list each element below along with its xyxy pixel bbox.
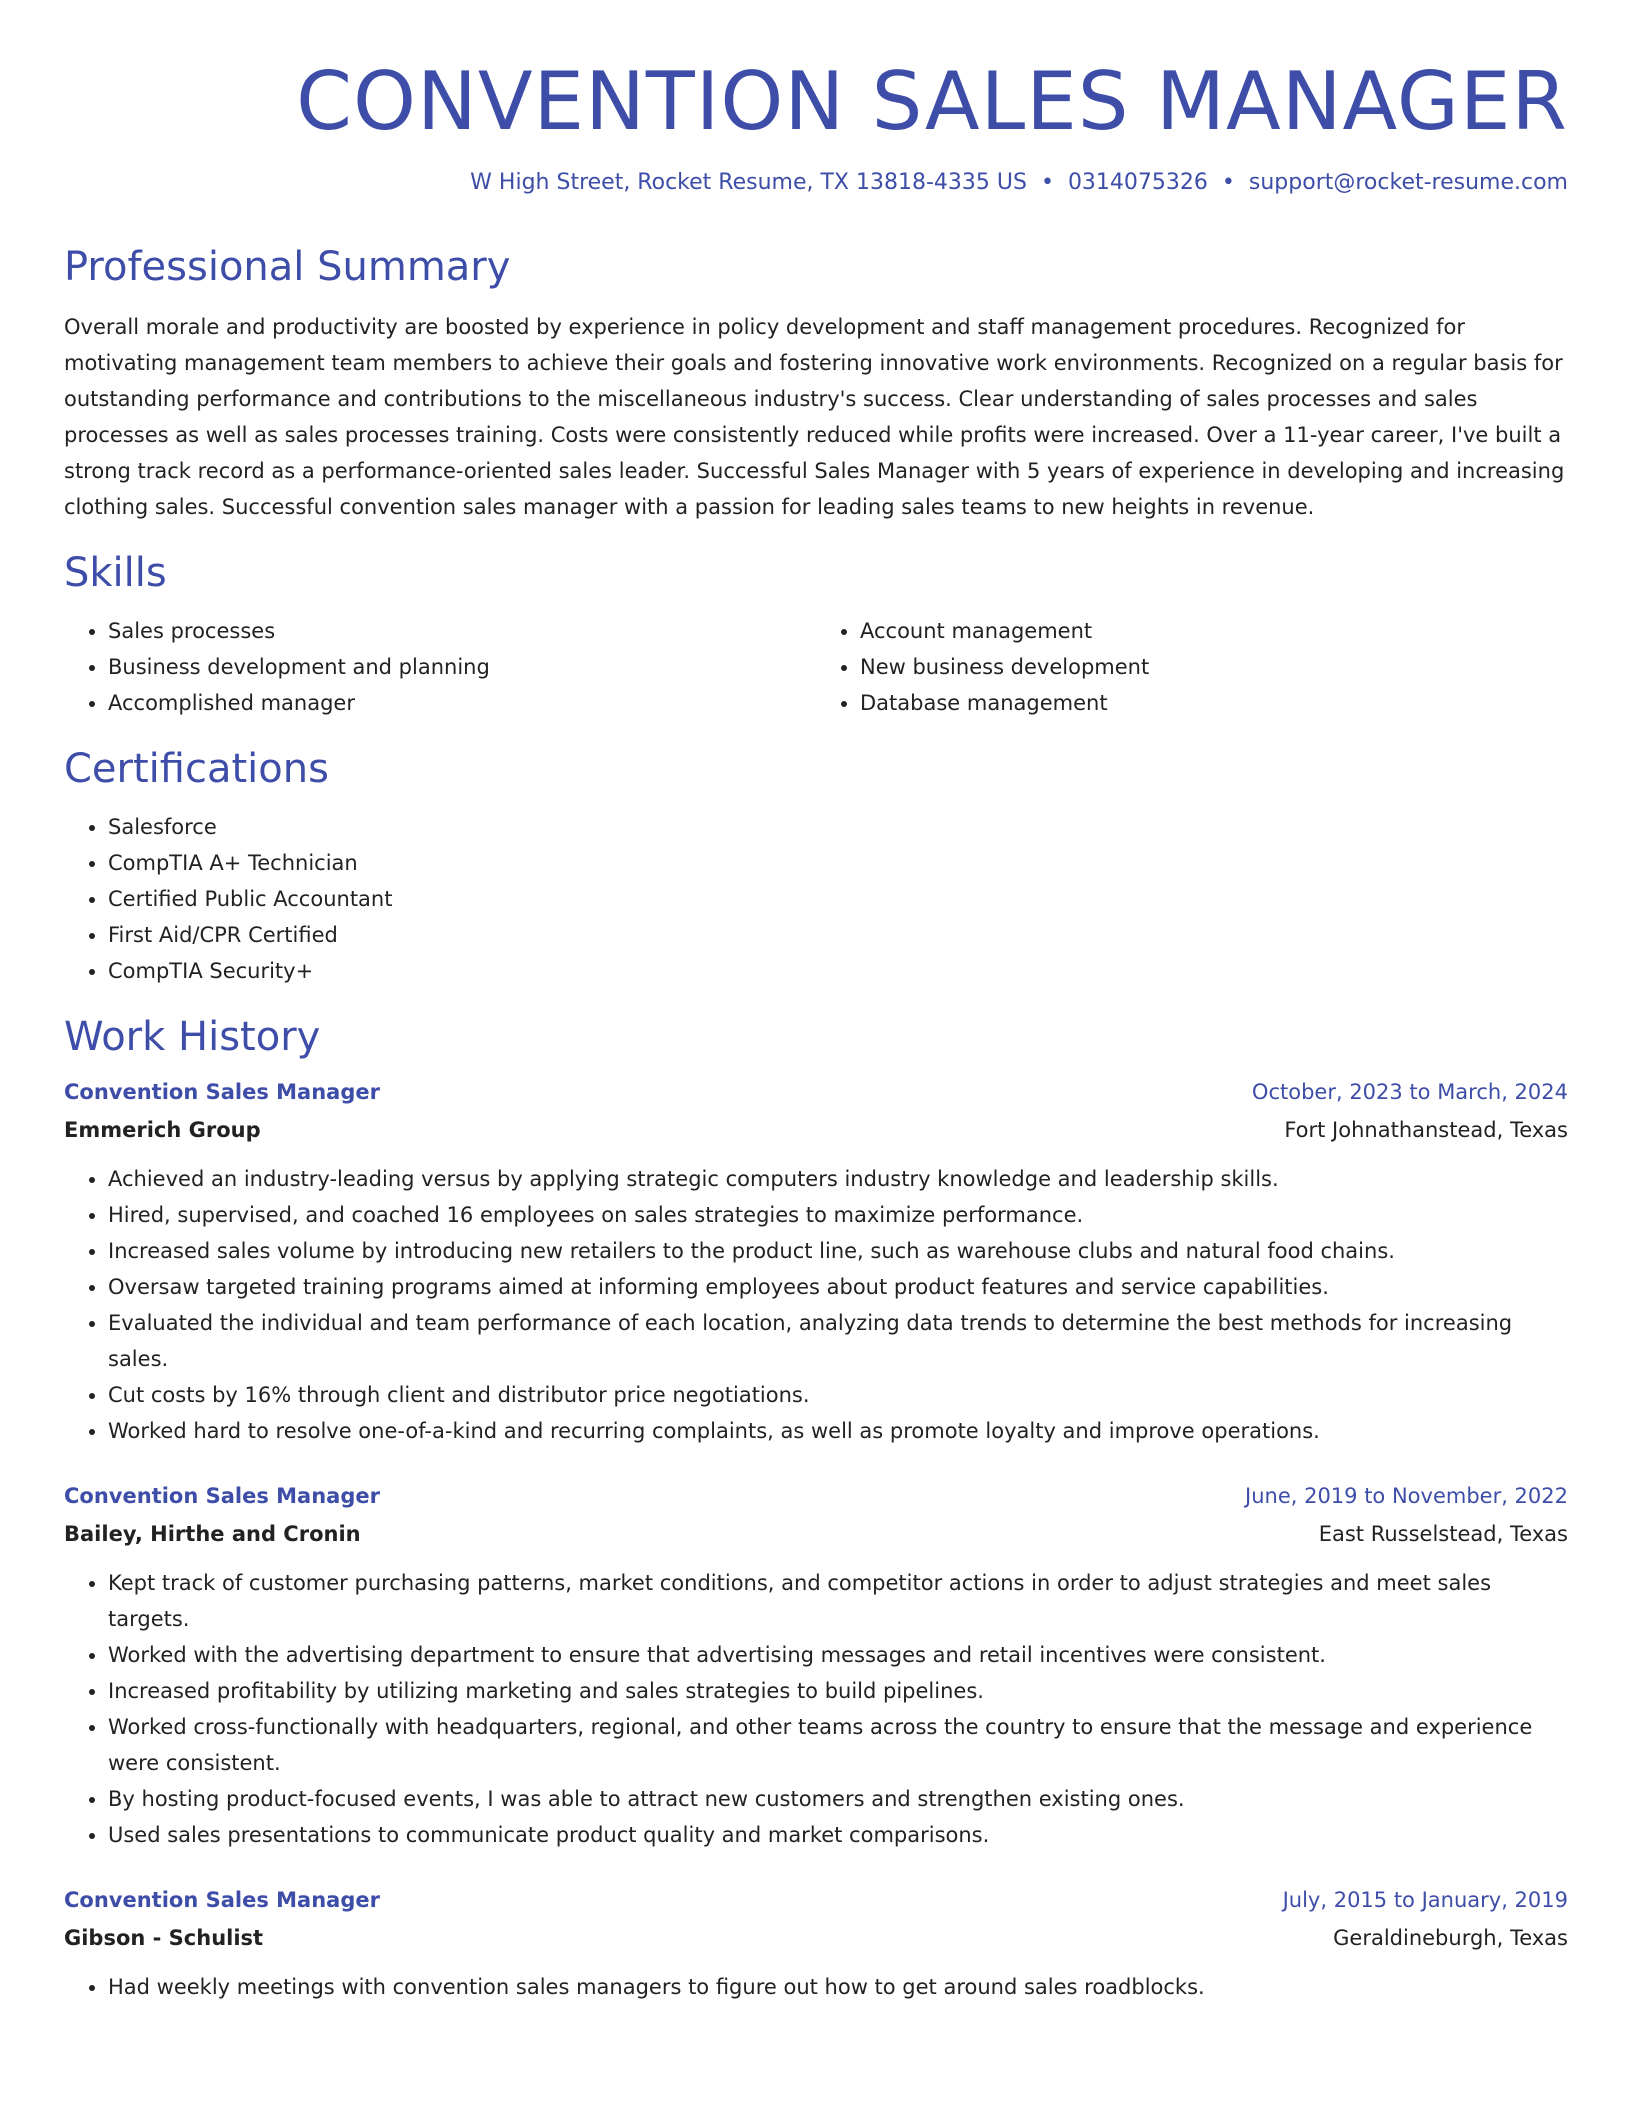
- job-company: Bailey, Hirthe and Cronin: [64, 1522, 361, 1546]
- contact-email[interactable]: support@rocket-resume.com: [1248, 170, 1568, 195]
- skills-heading: Skills: [64, 550, 167, 596]
- job-title: Convention Sales Manager: [64, 1888, 380, 1912]
- resume-page: [64, 0, 1568, 2005]
- job-dates: October, 2023 to March, 2024: [1251, 1080, 1568, 1104]
- job-dates: June, 2019 to November, 2022: [1245, 1484, 1568, 1508]
- certification-item: • First Aid/CPR Certified: [108, 917, 1568, 953]
- skill-item: • Database management: [860, 685, 1568, 721]
- skills-list: [64, 613, 1568, 721]
- job-bullet: • Achieved an industry-leading versus by applying strategic computers industry knowledge and leadership skills.: [108, 1161, 1568, 1197]
- work-history-heading: Work History: [64, 1014, 321, 1060]
- job-bullet: • By hosting product-focused events, I was able to attract new customers and strengthen existing ones.: [108, 1781, 1568, 1817]
- summary-heading: Professional Summary: [64, 244, 511, 290]
- job-dates: July, 2015 to January, 2019: [1282, 1888, 1568, 1912]
- job-bullet: • Oversaw targeted training programs aimed at informing employees about product features and service capabilities.: [108, 1269, 1568, 1305]
- job-bullet: • Increased sales volume by introducing new retailers to the product line, such as warehouse clubs and natural food chains.: [108, 1233, 1568, 1269]
- certifications-list: [64, 809, 1568, 989]
- job-bullets: [64, 1161, 1568, 1449]
- job-bullet: • Increased profitability by utilizing marketing and sales strategies to build pipelines.: [108, 1673, 1568, 1709]
- certification-item: • CompTIA A+ Technician: [108, 845, 1568, 881]
- job-bullet: • Hired, supervised, and coached 16 employees on sales strategies to maximize performance.: [108, 1197, 1568, 1233]
- job-bullet: • Worked with the advertising department to ensure that advertising messages and retail incentives were consistent.: [108, 1637, 1568, 1673]
- summary-text: Overall morale and productivity are boosted by experience in policy development and staff management procedures. Recognized for motivating management team members to achieve their goals and fostering innovative work environments. Recognized on a regular basis for outstanding performance and contributions to the miscellaneous industry's success. Clear understanding of sales processes and sales processes as well as sales processes training. Costs were consistently reduced while profits were increased. Over a 11-year career, I've built a strong track record as a performance-oriented sales leader. Successful Sales Manager with 5 years of experience in developing and increasing clothing sales. Successful convention sales manager with a passion for leading sales teams to new heights in revenue.: [64, 315, 1565, 519]
- job-company: Emmerich Group: [64, 1118, 261, 1142]
- skills-column-left: [64, 613, 816, 721]
- certification-item: • CompTIA Security+: [108, 953, 1568, 989]
- job-bullet: • Cut costs by 16% through client and distributor price negotiations.: [108, 1377, 1568, 1413]
- certifications-heading: Certifications: [64, 746, 329, 792]
- resume-name: CONVENTION SALES MANAGER: [296, 55, 1568, 148]
- job-bullet: • Kept track of customer purchasing patterns, market conditions, and competitor actions in order to adjust strategies and meet sales targets.: [108, 1565, 1568, 1637]
- job-subheader: [64, 1111, 1568, 1149]
- job-entry: [64, 1477, 1568, 1853]
- contact-line: [64, 170, 1568, 195]
- job-title: Convention Sales Manager: [64, 1080, 380, 1104]
- job-bullets: [64, 1565, 1568, 1853]
- skills-column-right: [816, 613, 1568, 721]
- job-bullet: • Had weekly meetings with convention sales managers to figure out how to get around sales roadblocks.: [108, 1969, 1568, 2005]
- certification-item: • Salesforce: [108, 809, 1568, 845]
- contact-phone: 0314075326: [1067, 170, 1208, 195]
- job-entry: [64, 1881, 1568, 2005]
- contact-address: W High Street, Rocket Resume, TX 13818-4335 US: [470, 170, 1027, 195]
- job-location: Fort Johnathanstead, Texas: [1284, 1118, 1568, 1142]
- contact-separator: •: [1221, 170, 1235, 195]
- job-header: [64, 1073, 1568, 1111]
- job-bullets: [64, 1969, 1568, 2005]
- job-location: Geraldineburgh, Texas: [1333, 1926, 1568, 1950]
- job-subheader: [64, 1515, 1568, 1553]
- certification-item: • Certified Public Accountant: [108, 881, 1568, 917]
- job-bullet: • Used sales presentations to communicate product quality and market comparisons.: [108, 1817, 1568, 1853]
- job-title: Convention Sales Manager: [64, 1484, 380, 1508]
- skill-item: • Accomplished manager: [108, 685, 816, 721]
- job-bullet: • Evaluated the individual and team performance of each location, analyzing data trends to determine the best methods for increasing sales.: [108, 1305, 1568, 1377]
- job-entry: [64, 1073, 1568, 1449]
- contact-separator: •: [1040, 170, 1054, 195]
- skill-item: • Business development and planning: [108, 649, 816, 685]
- job-header: [64, 1881, 1568, 1919]
- job-header: [64, 1477, 1568, 1515]
- skill-item: • Account management: [860, 613, 1568, 649]
- job-location: East Russelstead, Texas: [1318, 1522, 1568, 1546]
- job-bullet: • Worked cross-functionally with headquarters, regional, and other teams across the country to ensure that the message and experience were consistent.: [108, 1709, 1568, 1781]
- job-bullet: • Worked hard to resolve one-of-a-kind and recurring complaints, as well as promote loyalty and improve operations.: [108, 1413, 1568, 1449]
- job-company: Gibson - Schulist: [64, 1926, 264, 1950]
- skill-item: • New business development: [860, 649, 1568, 685]
- skill-item: • Sales processes: [108, 613, 816, 649]
- job-subheader: [64, 1919, 1568, 1957]
